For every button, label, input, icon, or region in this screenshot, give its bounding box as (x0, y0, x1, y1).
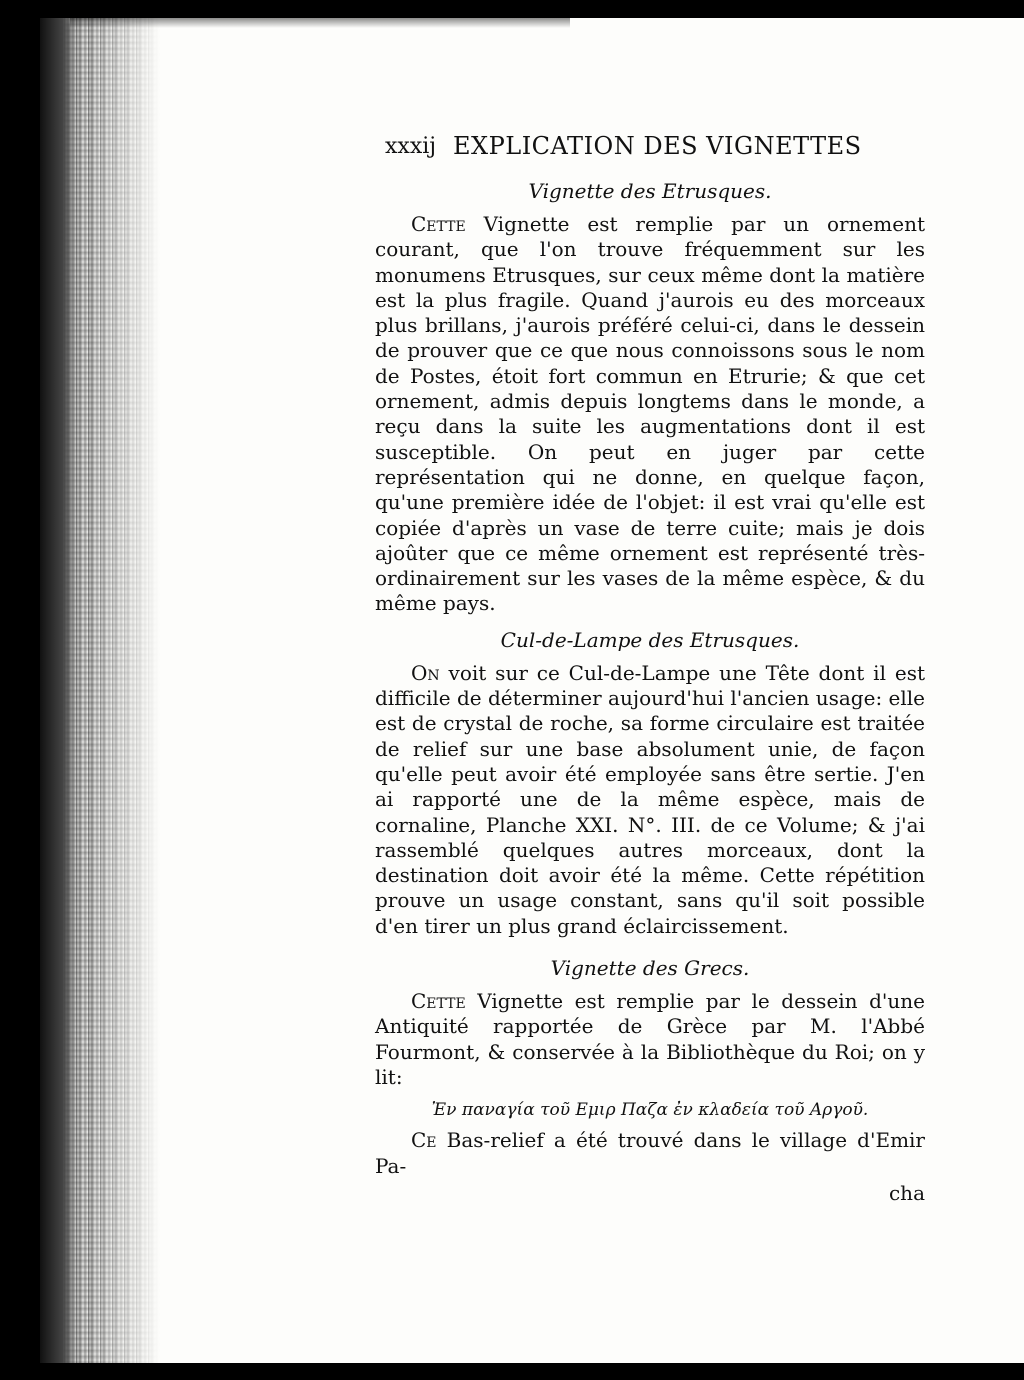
running-title: EXPLICATION DES VIGNETTES (453, 132, 862, 160)
paragraph-lead-word: Ce (411, 1128, 437, 1153)
page-text-block (375, 132, 925, 1206)
greek-inscription: Ἐν παναγία τοῦ Εμιρ Παζα ἐν κλαδεία τοῦ Αργοῦ. (431, 1100, 869, 1121)
page-number: xxxij (385, 134, 437, 159)
paragraph-text: Vignette est remplie par un ornement courant, que l'on trouve fréquemment sur les monumens Etrusques, sur ceux même dont la matière est la plus fragile. Quand j'aurois eu des morceaux plus brillans, j'aurois préféré celui-ci, dans le dessein de prouver que ce que nous connoissons sous le nom de Postes, étoit fort commun en Etrurie; & que cet ornement, admis depuis longtems dans le monde, a reçu dans la suite les augmentations dont il est susceptible. On peut en juger par cette représentation qui ne donne, en quelque façon, qu'une première idée de l'objet: il est vrai qu'elle est copiée d'après un vase de terre cuite; mais je dois ajoûter que ce même ornement est représenté très-ordinairement sur les vases de la même espèce, & du même pays. (375, 212, 925, 616)
paragraph-lead-word: Cette (411, 989, 466, 1014)
paragraph-text: voit sur ce Cul-de-Lampe une Tête dont il est difficile de déterminer aujourd'hui l'ancien usage: elle est de crystal de roche, sa forme circulaire est traitée de relief sur une base absolument unie, de façon qu'elle peut avoir été employée sans être sertie. J'en ai rapporté une de la même espèce, mais de cornaline, Planche XXI. N°. III. de ce Volume; & j'ai rassemblé quelques autres morceaux, dont la destination doit avoir été la même. Cette répétition prouve un usage constant, sans qu'il soit possible d'en tirer un plus grand éclaircissement. (375, 660, 925, 938)
section-paragraph (375, 212, 925, 617)
section-heading: Cul-de-Lampe des Etrusques. (500, 627, 800, 652)
section-vignette-grecs (375, 953, 925, 1206)
paragraph-lead-word: On (411, 660, 440, 685)
paragraph-text: Vignette est remplie par le dessein d'une Antiquité rapportée de Grèce par M. l'Abbé Fourmont, & conservée à la Bibliothèque du Roi; on y lit: (375, 989, 925, 1089)
section-paragraph (375, 989, 925, 1090)
section-heading: Vignette des Grecs. (550, 956, 750, 981)
paragraph-text: Bas-relief a été trouvé dans le village d'Emir Pa- (375, 1128, 925, 1178)
top-page-edge (70, 18, 570, 28)
section-paragraph-continued (375, 1128, 925, 1179)
paragraph-lead-word: Cette (411, 212, 466, 236)
binding-edge (40, 18, 78, 1363)
catchword: cha (888, 1180, 925, 1205)
page-header (375, 132, 925, 172)
section-cul-de-lampe-etrusques (375, 625, 925, 939)
section-paragraph (375, 661, 925, 939)
section-vignette-etrusques (375, 176, 925, 617)
section-heading: Vignette des Etrusques. (528, 179, 772, 203)
